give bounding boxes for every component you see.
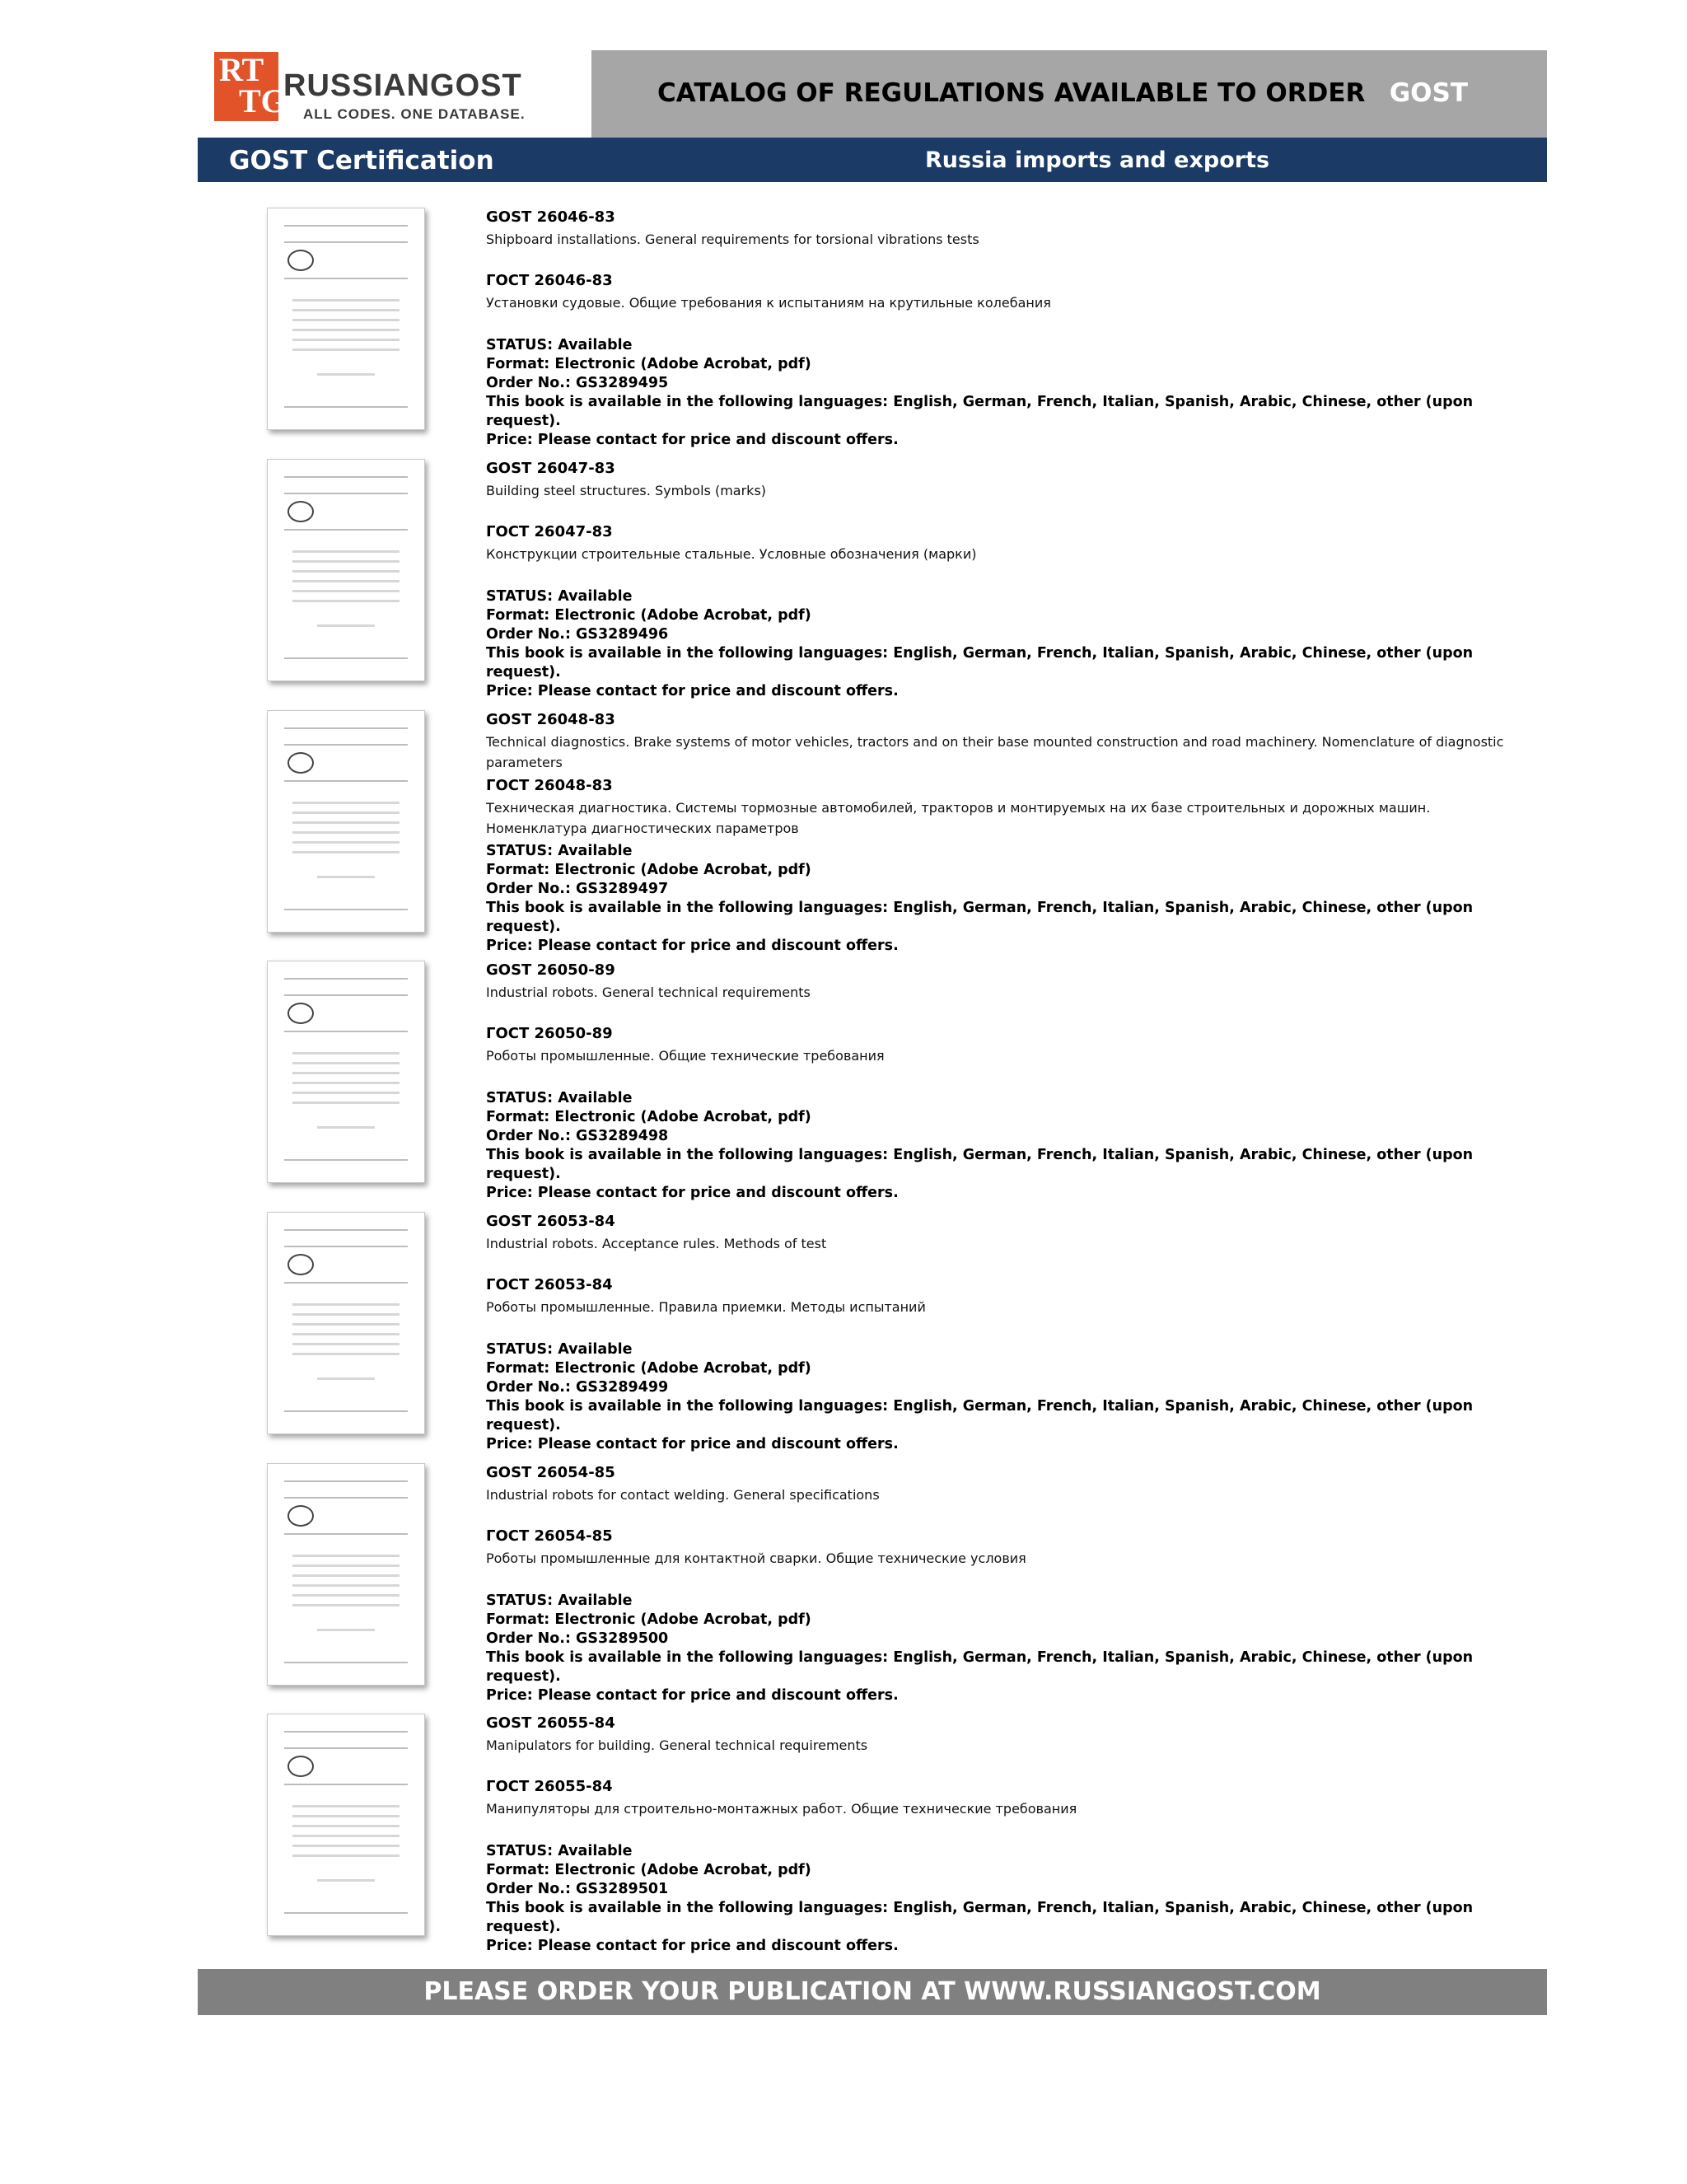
order-number: Order No.: GS3289495: [486, 375, 669, 391]
languages-text: This book is available in the following languages: English, German, French, Italian, Spanish, Arabic, Chinese, other (upon request).: [486, 1147, 1474, 1182]
standard-code-ru[interactable]: ГОСТ 26055-84: [486, 1778, 613, 1795]
format-text: Format: Electronic (Adobe Acrobat, pdf): [486, 1360, 811, 1377]
standard-title-ru: Роботы промышленные. Правила приемки. Методы испытаний: [486, 1299, 926, 1315]
status-text: STATUS: Available: [486, 1341, 633, 1358]
standard-code-en[interactable]: GOST 26053-84: [486, 1213, 615, 1230]
order-number: Order No.: GS3289496: [486, 626, 669, 643]
standard-title-ru: Роботы промышленные для контактной сварки. Общие технические условия: [486, 1550, 1026, 1566]
standard-title-en: Shipboard installations. General requirements for torsional vibrations tests: [486, 231, 979, 247]
standard-code-en[interactable]: GOST 26055-84: [486, 1714, 615, 1732]
format-text: Format: Electronic (Adobe Acrobat, pdf): [486, 862, 811, 878]
standard-code-ru[interactable]: ГОСТ 26048-83: [486, 777, 613, 794]
order-number: Order No.: GS3289500: [486, 1630, 669, 1647]
catalog-entry: [198, 1714, 1547, 1961]
entry-details: [486, 961, 1507, 1203]
emblem-icon: [287, 1254, 314, 1275]
status-text: STATUS: Available: [486, 588, 633, 605]
catalog-title: CATALOG OF REGULATIONS AVAILABLE TO ORDER: [657, 78, 1366, 108]
standard-title-en: Industrial robots. Acceptance rules. Methods of test: [486, 1236, 827, 1251]
imports-exports-label: Russia imports and exports: [925, 147, 1270, 173]
document-cover-thumbnail[interactable]: [267, 1714, 425, 1936]
format-text: Format: Electronic (Adobe Acrobat, pdf): [486, 1611, 811, 1628]
catalog-entry: [198, 1463, 1547, 1710]
status-text: STATUS: Available: [486, 1843, 633, 1859]
document-cover-thumbnail[interactable]: [267, 1463, 425, 1686]
logo-mark-text-1: RT: [219, 51, 264, 88]
status-text: STATUS: Available: [486, 1592, 633, 1609]
standard-code-ru[interactable]: ГОСТ 26050-89: [486, 1025, 613, 1042]
format-text: Format: Electronic (Adobe Acrobat, pdf): [486, 1862, 811, 1878]
document-cover-thumbnail[interactable]: [267, 208, 425, 430]
logo-name: RUSSIANGOST: [283, 68, 522, 103]
emblem-icon: [287, 1756, 314, 1777]
sub-header-bar: [198, 138, 1547, 182]
price-text: Price: Please contact for price and discount offers.: [486, 432, 899, 448]
languages-text: This book is available in the following languages: English, German, French, Italian, Spanish, Arabic, Chinese, other (upon request).: [486, 1398, 1474, 1433]
emblem-icon: [287, 250, 314, 271]
catalog-tag: GOST: [1389, 78, 1468, 108]
standard-title-en: Industrial robots for contact welding. General specifications: [486, 1487, 880, 1503]
emblem-icon: [287, 501, 314, 522]
standard-title-ru: Установки судовые. Общие требования к испытаниям на крутильные колебания: [486, 295, 1051, 311]
price-text: Price: Please contact for price and discount offers.: [486, 683, 899, 699]
logo[interactable]: [198, 50, 591, 138]
standard-code-en[interactable]: GOST 26050-89: [486, 961, 615, 979]
status-text: STATUS: Available: [486, 337, 633, 353]
entry-details: [486, 208, 1507, 450]
order-number: Order No.: GS3289497: [486, 881, 669, 897]
price-text: Price: Please contact for price and discount offers.: [486, 938, 899, 954]
entry-details: [486, 710, 1507, 956]
standard-code-en[interactable]: GOST 26054-85: [486, 1464, 615, 1481]
status-text: STATUS: Available: [486, 1090, 633, 1106]
standard-code-en[interactable]: GOST 26046-83: [486, 208, 615, 226]
document-cover-thumbnail[interactable]: [267, 459, 425, 681]
catalog-entry: [198, 1212, 1547, 1459]
languages-text: This book is available in the following languages: English, German, French, Italian, Spanish, Arabic, Chinese, other (upon request).: [486, 900, 1474, 935]
standard-title-en: Manipulators for building. General technical requirements: [486, 1737, 868, 1753]
entry-details: [486, 1212, 1507, 1454]
languages-text: This book is available in the following languages: English, German, French, Italian, Spanish, Arabic, Chinese, other (upon request).: [486, 1649, 1474, 1685]
standard-code-en[interactable]: GOST 26047-83: [486, 460, 615, 477]
emblem-icon: [287, 1505, 314, 1527]
logo-mark-icon: [214, 51, 287, 121]
standard-title-ru: Техническая диагностика. Системы тормозные автомобилей, тракторов и монтируемых на их базе строительных и дорожных машин. Номенклатура диагностических параметров: [486, 800, 1431, 836]
standard-title-ru: Манипуляторы для строительно-монтажных работ. Общие технические требования: [486, 1801, 1077, 1817]
catalog-entry: [198, 459, 1547, 706]
catalog-entry: [198, 208, 1547, 455]
entry-details: [486, 1463, 1507, 1705]
format-text: Format: Electronic (Adobe Acrobat, pdf): [486, 607, 811, 624]
languages-text: This book is available in the following languages: English, German, French, Italian, Spanish, Arabic, Chinese, other (upon request).: [486, 645, 1474, 680]
price-text: Price: Please contact for price and discount offers.: [486, 1938, 899, 1954]
standard-title-en: Technical diagnostics. Brake systems of motor vehicles, tractors and on their base mounted construction and road machinery. Nomenclature of diagnostic parameters: [486, 734, 1504, 770]
logo-tagline: ALL CODES. ONE DATABASE.: [303, 106, 526, 122]
document-cover-thumbnail[interactable]: [267, 710, 425, 933]
certification-label: GOST Certification: [229, 146, 494, 175]
emblem-icon: [287, 752, 314, 774]
logo-mark-text-2: TG: [239, 82, 287, 119]
status-text: STATUS: Available: [486, 843, 633, 859]
catalog-entry: [198, 710, 1547, 957]
entry-details: [486, 1714, 1507, 1956]
standard-title-ru: Конструкции строительные стальные. Условные обозначения (марки): [486, 546, 977, 562]
page-header: [198, 50, 1547, 138]
catalog-entry: [198, 961, 1547, 1208]
price-text: Price: Please contact for price and discount offers.: [486, 1687, 899, 1704]
standard-code-ru[interactable]: ГОСТ 26047-83: [486, 523, 613, 540]
price-text: Price: Please contact for price and discount offers.: [486, 1436, 899, 1452]
standard-code-en[interactable]: GOST 26048-83: [486, 711, 615, 728]
standard-code-ru[interactable]: ГОСТ 26046-83: [486, 272, 613, 289]
catalog-banner: [591, 50, 1547, 138]
price-text: Price: Please contact for price and discount offers.: [486, 1185, 899, 1201]
languages-text: This book is available in the following languages: English, German, French, Italian, Spanish, Arabic, Chinese, other (upon request).: [486, 394, 1474, 429]
format-text: Format: Electronic (Adobe Acrobat, pdf): [486, 1109, 811, 1125]
standard-title-en: Industrial robots. General technical requirements: [486, 984, 811, 1000]
format-text: Format: Electronic (Adobe Acrobat, pdf): [486, 356, 811, 372]
document-cover-thumbnail[interactable]: [267, 1212, 425, 1434]
standard-code-ru[interactable]: ГОСТ 26054-85: [486, 1527, 613, 1545]
standard-title-en: Building steel structures. Symbols (marks): [486, 483, 767, 498]
document-cover-thumbnail[interactable]: [267, 961, 425, 1183]
entry-details: [486, 459, 1507, 701]
standard-code-ru[interactable]: ГОСТ 26053-84: [486, 1276, 613, 1293]
languages-text: This book is available in the following languages: English, German, French, Italian, Spanish, Arabic, Chinese, other (upon request).: [486, 1900, 1474, 1935]
order-footer-link[interactable]: PLEASE ORDER YOUR PUBLICATION AT WWW.RUSSIANGOST.COM: [198, 1969, 1547, 2015]
order-number: Order No.: GS3289499: [486, 1379, 669, 1396]
order-number: Order No.: GS3289501: [486, 1881, 669, 1897]
emblem-icon: [287, 1003, 314, 1024]
standard-title-ru: Роботы промышленные. Общие технические требования: [486, 1048, 885, 1064]
order-number: Order No.: GS3289498: [486, 1128, 669, 1144]
